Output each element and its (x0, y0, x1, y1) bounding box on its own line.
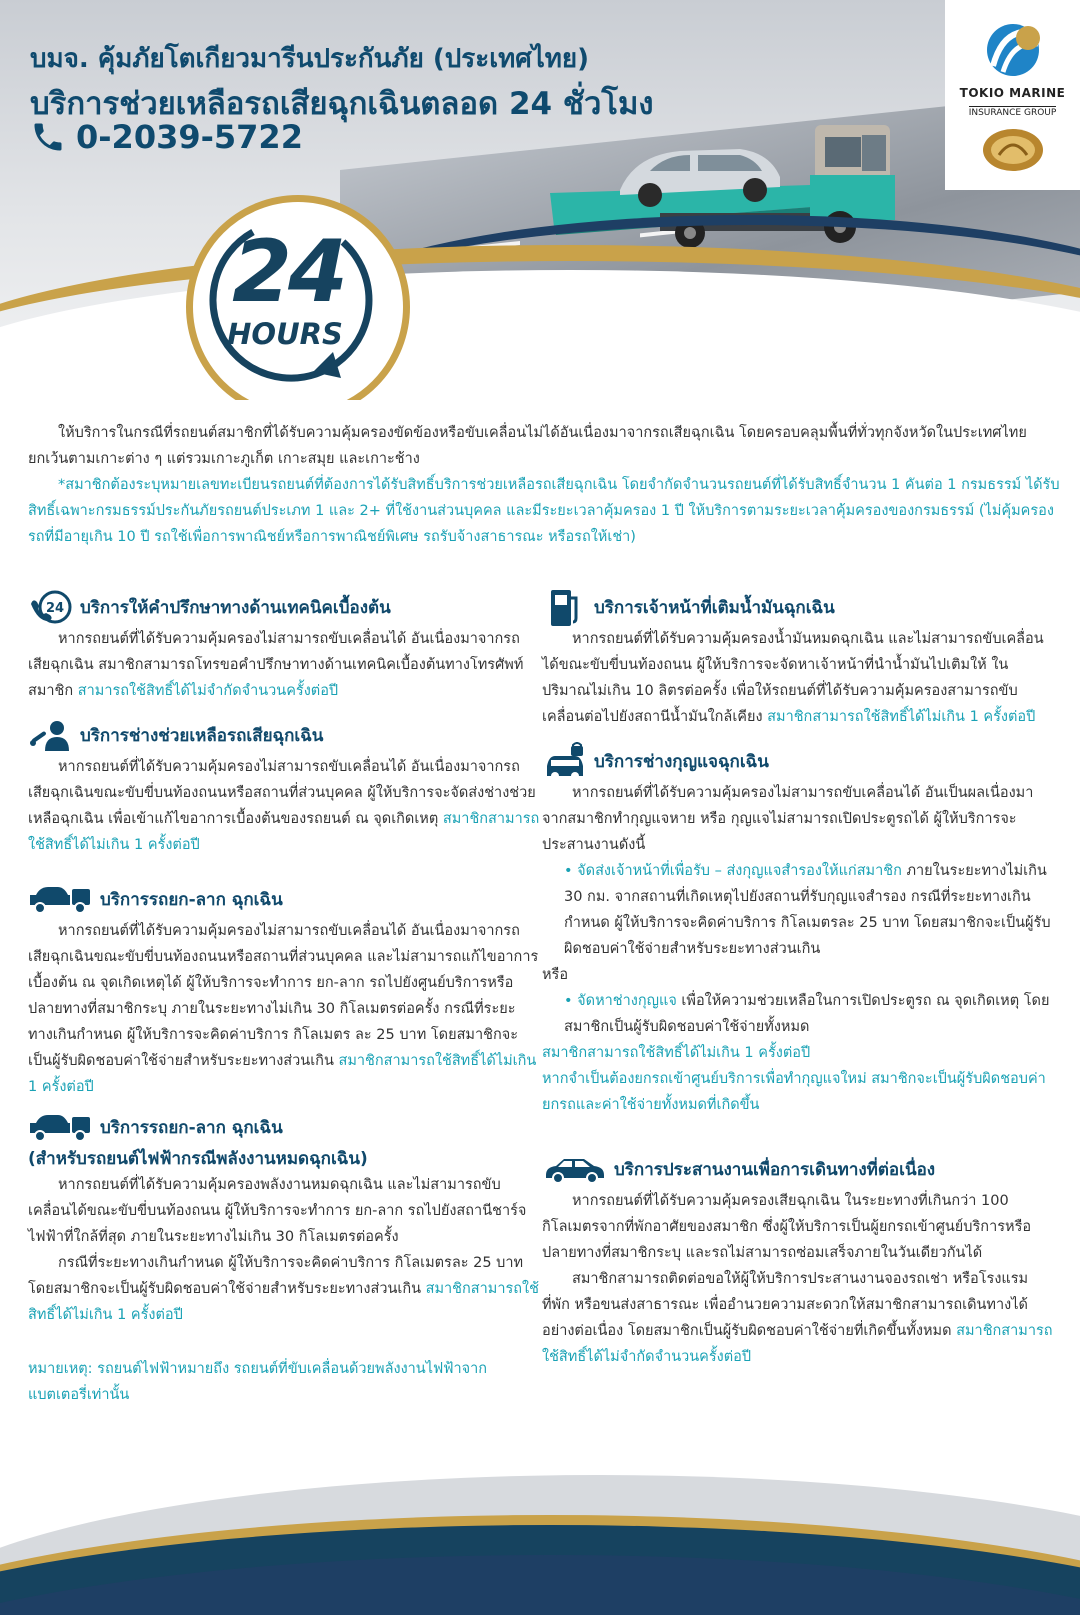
footer-decoration (0, 1455, 1080, 1615)
section-text: หากรถยนต์ที่ได้รับความคุ้มครองพลังงานหมดฉุกเฉิน และไม่สามารถขับเคลื่อนได้ขณะขับขี่บนท้องถนน ผู้ให้บริการจะทำการ ยก-ลาก รถไปยังสถานีชาร์จไฟฟ้าที่ใกล้ที่สุด ภายในระยะทางไม่เกิน 30 กิโลเมตรต่อครั้ง (28, 1177, 527, 1245)
hotline-number: 0-2039-5722 (76, 118, 303, 156)
section-title: บริการช่างช่วยเหลือรถเสียฉุกเฉิน (80, 726, 324, 746)
intro-section (28, 420, 1064, 550)
tow-truck-icon (28, 885, 94, 915)
section-subtitle: (สำหรับรถยนต์ไฟฟ้ากรณีพลังงานหมดฉุกเฉิน) (28, 1149, 368, 1169)
section-title: บริการประสานงานเพื่อการเดินทางที่ต่อเนื่อง (614, 1160, 936, 1180)
phone-icon (28, 119, 68, 155)
usage-limit: สมาชิกสามารถใช้สิทธิ์ได้ไม่เกิน 1 ครั้งต่อปี (767, 709, 1036, 725)
usage-limit: สมาชิกสามารถใช้สิทธิ์ได้ไม่เกิน 1 ครั้งต่อปี (28, 1053, 537, 1095)
locksmith-option-2: • จัดหาช่างกุญแจ (564, 993, 677, 1009)
badge-number: 24 (232, 222, 344, 322)
usage-limit: สมาชิกสามารถใช้สิทธิ์ได้ไม่เกิน 1 ครั้งต่อปี (28, 1281, 539, 1323)
section-travel-coordination (542, 1152, 1054, 1370)
right-column (542, 590, 1054, 1450)
section-roadside-mechanic (28, 718, 540, 858)
section-text: ภายในระยะทางไม่เกิน 30 กม. จากสถานที่เกิดเหตุไปยังสถานที่รับกุญแจสำรอง กรณีที่ระยะทางเกินกำหนด ผู้ให้บริการจะคิดค่าบริการ กิโลเมตรละ 25 บาท โดยสมาชิกจะเป็นผู้รับผิดชอบค่าใช้จ่ายสำหรับระยะทางส่วนเกิน (564, 863, 1051, 957)
section-text: หากรถยนต์ที่ได้รับความคุ้มครองไม่สามารถขับเคลื่อนได้ อันเนื่องมาจากรถเสียฉุกเฉิน สมาชิกสามารถโทรขอคำปรึกษาทางด้านเทคนิคเบื้องต้นทางโทรศัพท์ สมาชิก (28, 631, 524, 699)
section-ev-towing (28, 1110, 540, 1328)
fuel-pump-icon (547, 588, 583, 628)
logo-subtext: INSURANCE GROUP (968, 108, 1057, 118)
section-text: กรณีที่ระยะทางเกินกำหนด ผู้ให้บริการจะคิดค่าบริการ กิโลเมตรละ 25 บาท โดยสมาชิกจะเป็นผู้รับผิดชอบค่าใช้จ่ายสำหรับระยะทางส่วนเกิน (28, 1255, 524, 1297)
section-text: หากรถยนต์ที่ได้รับความคุ้มครองน้ำมันหมดฉุกเฉิน และไม่สามารถขับเคลื่อนได้ขณะขับขี่บนท้องถนน ผู้ให้บริการจะจัดหาเจ้าหน้าที่นำน้ำมันไปเติมให้ ในปริมาณไม่เกิน 10 ลิตรต่อครั้ง เพื่อให้รถยนต์ที่ได้รับความคุ้มครองสามารถขับเคลื่อนต่อไปยังสถานีน้ำมันใกล้เคียง (542, 631, 1044, 725)
usage-limit: สามารถใช้สิทธิ์ได้ไม่จำกัดจำนวนครั้งต่อปี (77, 683, 339, 699)
section-title: บริการรถยก-ลาก ฉุกเฉิน (100, 890, 283, 910)
usage-limit: สมาชิกสามารถใช้สิทธิ์ได้ไม่เกิน 1 ครั้งต่อปี (28, 811, 540, 853)
service-headline: บริการช่วยเหลือรถเสียฉุกเฉินตลอด 24 ชั่วโมง (30, 86, 654, 122)
section-technical-advice (28, 590, 540, 704)
badge-word: HOURS (227, 317, 343, 351)
usage-limit: สมาชิกสามารถใช้สิทธิ์ได้ไม่เกิน 1 ครั้งต่อปี (542, 1045, 811, 1061)
section-text: สมาชิกสามารถติดต่อขอให้ผู้ให้บริการประสานงานจองรถเช่า หรือโรงแรมที่พัก หรือขนส่งสาธารณะ เพื่ออำนวยความสะดวกให้สมาชิกสามารถเดินทางได้อย่างต่อเนื่อง โดยสมาชิกเป็นผู้รับผิดชอบค่าใช้จ่ายที่เกิดขึ้นทั้งหมด (542, 1271, 1029, 1339)
section-text: หากรถยนต์ที่ได้รับความคุ้มครองไม่สามารถขับเคลื่อนได้ อันเนื่องมาจากรถเสียฉุกเฉินขณะขับขี่บนท้องถนนหรือสถานที่ส่วนบุคคล ผู้ให้บริการจะจัดส่งช่างช่วยเหลือฉุกเฉิน เพื่อเข้าแก้ไขอาการเบื้องต้นของรถยนต์ ณ จุดเกิดเหตุ (28, 759, 536, 827)
phone-24-icon (29, 590, 73, 626)
usage-limit: สมาชิกสามารถใช้สิทธิ์ได้ไม่จำกัดจำนวนครั้งต่อปี (542, 1323, 1053, 1365)
left-column (28, 590, 540, 1450)
header-banner (0, 0, 1080, 400)
tow-cost-note: หากจำเป็นต้องยกรถเข้าศูนย์บริการเพื่อทำกุญแจใหม่ สมาชิกจะเป็นผู้รับผิดชอบค่ายกรถและค่าใช้จ่ายทั้งหมดที่เกิดขึ้น (542, 1071, 1046, 1113)
locksmith-option-1: • จัดส่งเจ้าหน้าที่เพื่อรับ – ส่งกุญแจสำรองให้แก่สมาชิก (564, 863, 902, 879)
24-hours-badge (186, 195, 410, 400)
section-locksmith (542, 744, 1054, 1118)
royal-emblem-icon (981, 127, 1045, 173)
section-title: บริการให้คำปรึกษาทางด้านเทคนิคเบื้องต้น (80, 598, 391, 618)
tokio-marine-emblem-icon (978, 18, 1048, 80)
svg-text:24: 24 (46, 601, 65, 616)
mechanic-icon (29, 719, 73, 753)
hotline[interactable] (28, 118, 303, 156)
tow-truck-icon (28, 1113, 94, 1143)
section-title: บริการรถยก-ลาก ฉุกเฉิน (100, 1118, 283, 1138)
car-icon (542, 1155, 608, 1185)
section-text: หากรถยนต์ที่ได้รับความคุ้มครองไม่สามารถขับเคลื่อนได้ อันเนื่องมาจากรถเสียฉุกเฉินขณะขับขี่บนท้องถนนหรือสถานที่ส่วนบุคคล และไม่สามารถแก้ไขอาการเบื้องต้น ณ จุดเกิดเหตุได้ ผู้ให้บริการจะทำการ ยก-ลาก รถไปยังศูนย์บริการหรือปลายทางที่สมาชิกระบุ ภายในระยะทางไม่เกิน 30 กิโลเมตรต่อครั้ง กรณีที่ระยะทางเกินกำหนด ผู้ให้บริการจะคิดค่าบริการ กิโลเมตร ละ 25 บาท โดยสมาชิกจะเป็นผู้รับผิดชอบค่าใช้จ่ายสำหรับระยะทางส่วนเกิน (28, 923, 539, 1069)
section-fuel-delivery (542, 590, 1054, 730)
car-lock-icon (543, 742, 587, 782)
ev-note: หมายเหตุ: รถยนต์ไฟฟ้าหมายถึง รถยนต์ที่ขับเคลื่อนด้วยพลังงานไฟฟ้าจากแบตเตอรี่เท่านั้น (28, 1361, 488, 1403)
section-text: เพื่อให้ความช่วยเหลือในการเปิดประตูรถ ณ จุดเกิดเหตุ โดยสมาชิกเป็นผู้รับผิดชอบค่าใช้จ่ายทั้งหมด (564, 993, 1050, 1035)
intro-paragraph: ให้บริการในกรณีที่รถยนต์สมาชิกที่ได้รับความคุ้มครองขัดข้องหรือขับเคลื่อนไม่ได้อันเนื่องมาจากรถเสียฉุกเฉิน โดยครอบคลุมพื้นที่ทั่วทุกจังหวัดในประเทศไทย ยกเว้นตามเกาะต่าง ๆ แต่รวมเกาะภูเก็ต เกาะสมุย และเกาะช้าง (28, 425, 1027, 467)
eligibility-note: *สมาชิกต้องระบุหมายเลขทะเบียนรถยนต์ที่ต้องการได้รับสิทธิ์บริการช่วยเหลือรถเสียฉุกเฉิน โดยจำกัดจำนวนรถยนต์ที่ได้รับสิทธิ์จำนวน 1 คันต่อ 1 กรมธรรม์ ได้รับสิทธิ์เฉพาะกรมธรรม์ประกันภัยรถยนต์ประเภท 1 และ 2+ ที่ใช้งานส่วนบุคคล และมีระยะเวลาคุ้มครอง 1 ปี ให้บริการตามระยะเวลาคุ้มครองของกรมธรรม์ (ไม่คุ้มครองรถที่มีอายุเกิน 10 ปี รถใช้เพื่อการพาณิชย์หรือการพาณิชย์พิเศษ รถรับจ้างสาธารณะ หรือรถให้เช่า) (28, 477, 1060, 545)
section-title: บริการเจ้าหน้าที่เติมน้ำมันฉุกเฉิน (594, 598, 835, 618)
section-towing (28, 882, 540, 1100)
section-text: หากรถยนต์ที่ได้รับความคุ้มครองไม่สามารถขับเคลื่อนได้ อันเป็นผลเนื่องมาจากสมาชิกทำกุญแจหาย หรือ กุญแจไม่สามารถเปิดประตูรถได้ ผู้ให้บริการจะประสานงานดังนี้ (542, 785, 1034, 853)
or-text: หรือ (542, 967, 569, 983)
company-name: บมจ. คุ้มภัยโตเกียวมารีนประกันภัย (ประเทศไทย) (30, 44, 590, 74)
section-title: บริการช่างกุญแจฉุกเฉิน (594, 752, 769, 772)
tokio-marine-logo (945, 0, 1080, 190)
section-text: หากรถยนต์ที่ได้รับความคุ้มครองเสียฉุกเฉิน ในระยะทางที่เกินกว่า 100 กิโลเมตรจากที่พักอาศัยของสมาชิก ซึ่งผู้ให้บริการเป็นผู้ยกรถเข้าศูนย์บริการหรือปลายทางที่สมาชิกระบุ และรถไม่สามารถซ่อมเสร็จภายในวันเดียวกันได้ (542, 1193, 1032, 1261)
logo-text: TOKIO MARINE (959, 86, 1066, 100)
